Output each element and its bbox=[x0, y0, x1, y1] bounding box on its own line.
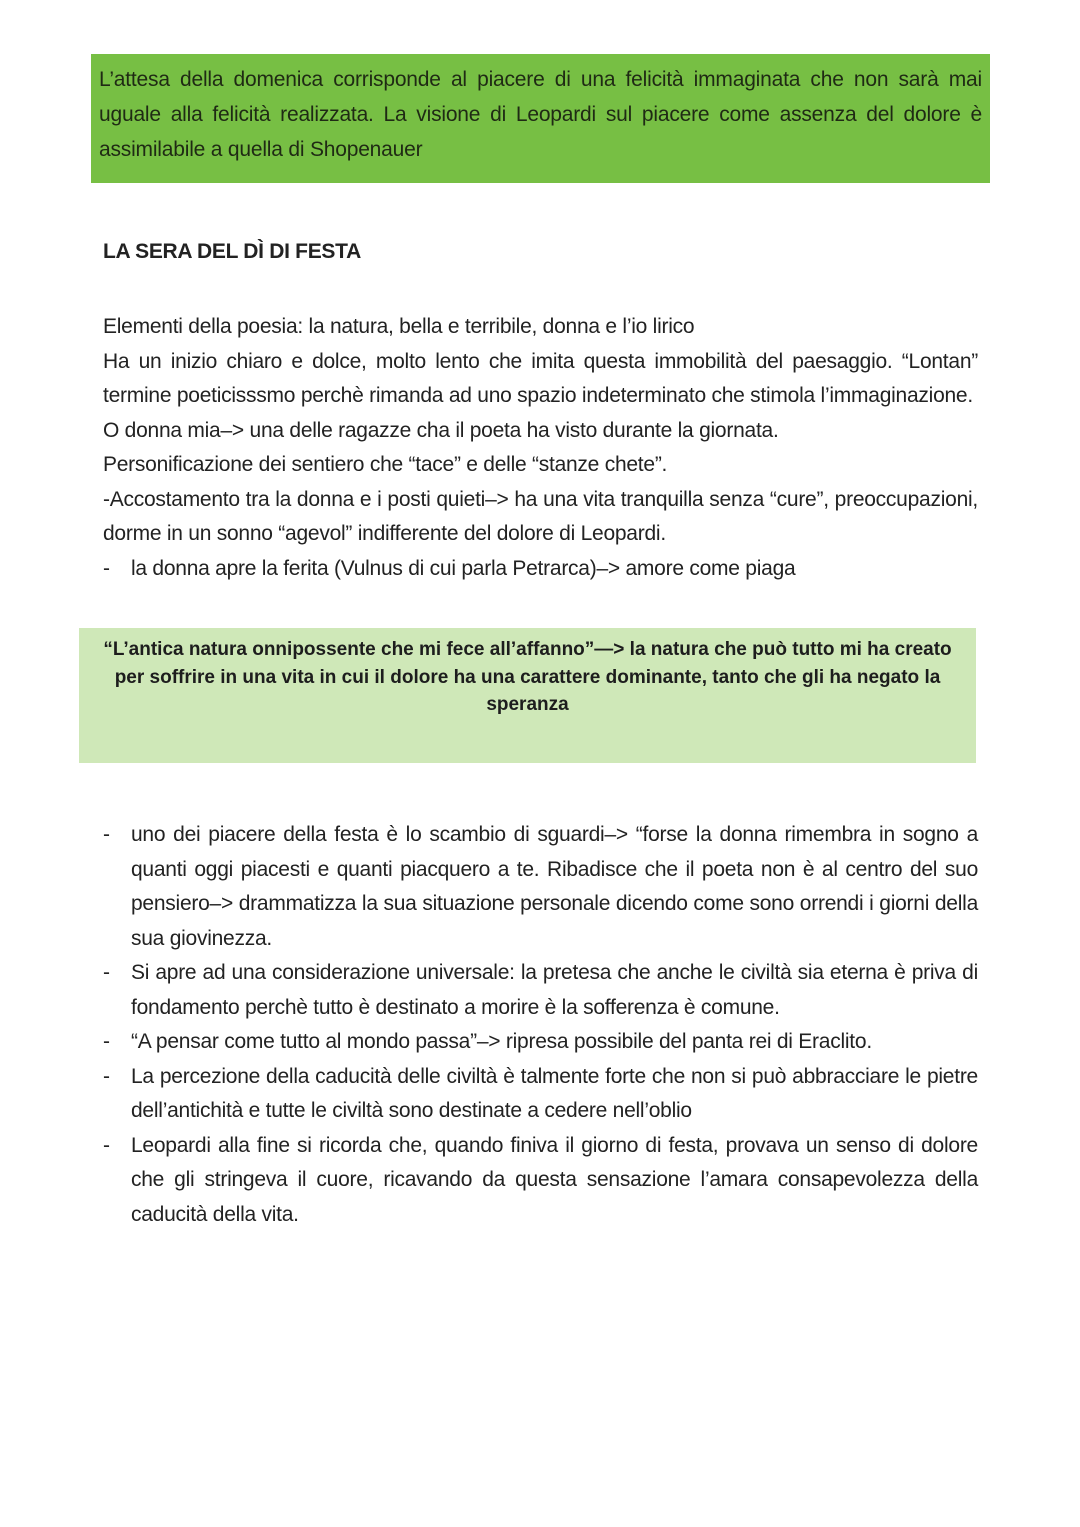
summary-highlight-text: L’attesa della domenica corrisponde al piacere di una felicità immaginata che non sarà mai uguale alla felicità realizzata. La visione di Leopardi sul piacere come assenza del dolore è assimilabile a quella di Shopenauer bbox=[99, 68, 982, 161]
intro-line: Ha un inizio chiaro e dolce, molto lento che imita questa immobilità del paesaggio. “Lontan” termine poeticisssmo perchè rimanda ad uno spazio indeterminato che stimola l’immaginazione. bbox=[103, 349, 978, 407]
quote-highlight-box bbox=[79, 628, 976, 763]
intro-line: Personificazione dei sentiero che “tace” e delle “stanze chete”. bbox=[103, 453, 668, 476]
dash-marker: - bbox=[103, 961, 110, 984]
list-item-text: “A pensar come tutto al mondo passa”–> ripresa possibile del panta rei di Eraclito. bbox=[131, 1030, 872, 1053]
quote-highlight-text: “L’antica natura onnipossente che mi fece all’affanno”—> la natura che può tutto mi ha creato per soffrire in una vita in cui il dolore ha una carattere dominante, tanto che gli ha negato la speranza bbox=[103, 639, 952, 715]
list-item-text: Leopardi alla fine si ricorda che, quando finiva il giorno di festa, provava un senso di dolore che gli stringeva il cuore, ricavando da questa sensazione l’amara consapevolezza della caducità della vita. bbox=[131, 1133, 978, 1226]
summary-highlight-box bbox=[91, 54, 990, 183]
intro-bullet-list bbox=[103, 552, 978, 587]
list-item bbox=[103, 818, 978, 956]
dash-marker: - bbox=[103, 1030, 110, 1053]
intro-line: O donna mia–> una delle ragazze cha il poeta ha visto durante la giornata. bbox=[103, 418, 779, 442]
list-item-text: la donna apre la ferita (Vulnus di cui parla Petrarca)–> amore come piaga bbox=[131, 556, 796, 580]
list-item bbox=[103, 1060, 978, 1129]
section-title: LA SERA DEL DÌ DI FESTA bbox=[103, 240, 361, 263]
intro-line: Elementi della poesia: la natura, bella e terribile, donna e l’io lirico bbox=[103, 315, 695, 338]
list-item bbox=[103, 1025, 978, 1060]
dash-marker: - bbox=[103, 1064, 110, 1088]
list-item bbox=[103, 1129, 978, 1233]
list-item bbox=[103, 552, 978, 587]
analysis-notes bbox=[103, 818, 978, 1232]
intro-line: -Accostamento tra la donna e i posti quieti–> ha una vita tranquilla senza “cure”, preoccupazioni, dorme in un sonno “agevol” indifferente del dolore di Leopardi. bbox=[103, 487, 978, 545]
list-item bbox=[103, 956, 978, 1025]
list-item-text: La percezione della caducità delle civiltà è talmente forte che non si può abbracciare le pietre dell’antichità e tutte le civiltà sono destinate a cedere nell’oblio bbox=[131, 1064, 978, 1122]
dash-marker: - bbox=[103, 1133, 110, 1157]
dash-marker: - bbox=[103, 556, 110, 580]
list-item-text: Si apre ad una considerazione universale: la pretesa che anche le civiltà sia eterna è priva di fondamento perchè tutto è destinato a morire è la sofferenza è comune. bbox=[131, 961, 978, 1019]
analysis-bullet-list bbox=[103, 818, 978, 1232]
intro-notes bbox=[103, 310, 978, 586]
dash-marker: - bbox=[103, 823, 110, 846]
list-item-text: uno dei piacere della festa è lo scambio di sguardi–> “forse la donna rimembra in sogno a quanti oggi piacesti e quanti piacquero a te. Ribadisce che il poeta non è al centro del suo pensiero–> drammatizza la sua situazione personale dicendo come sono orrendi i giorni della sua giovinezza. bbox=[131, 823, 978, 950]
